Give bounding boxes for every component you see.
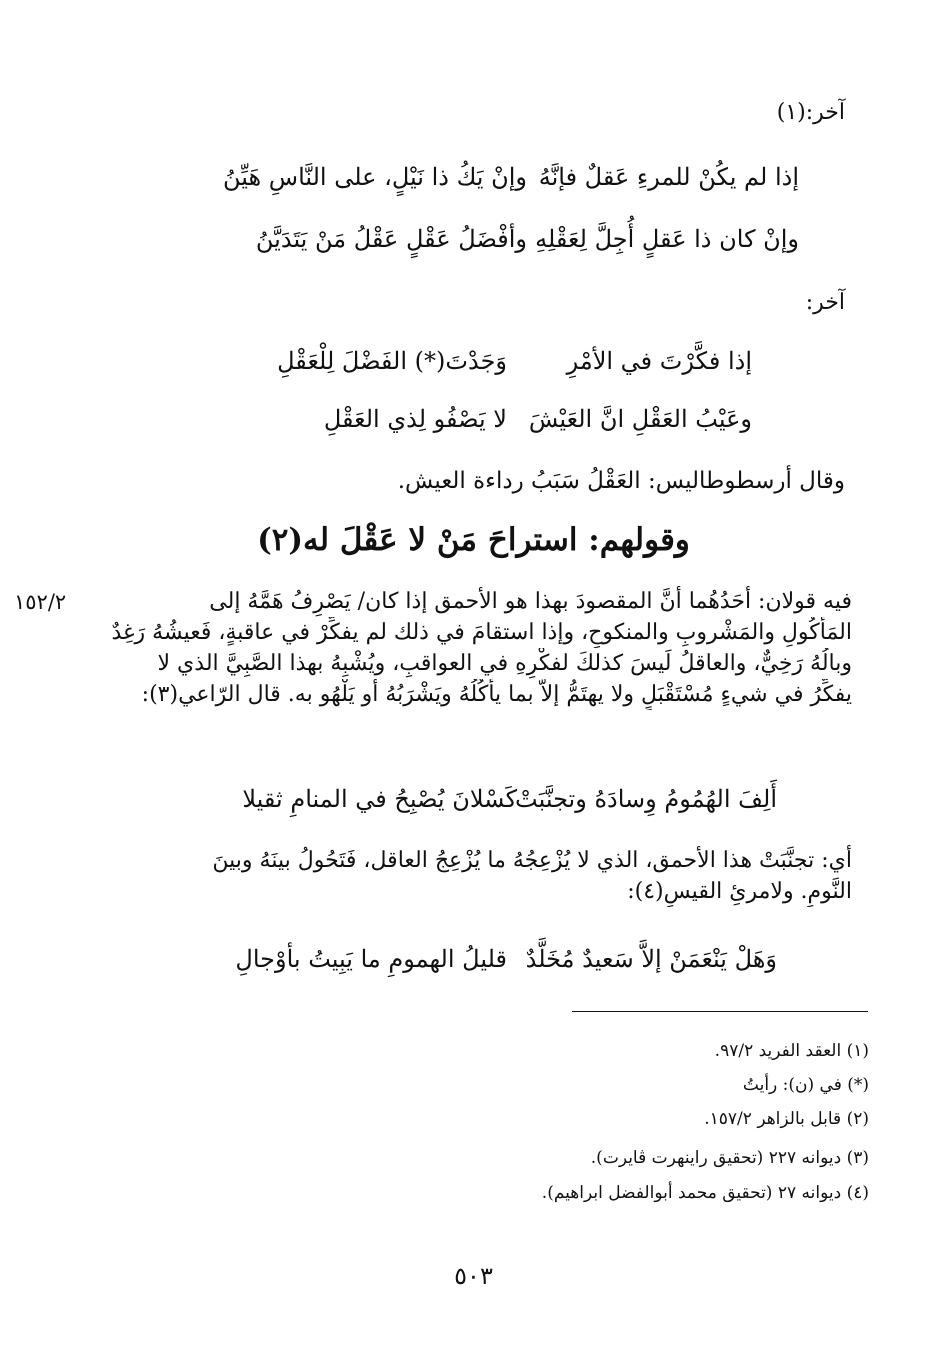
footnote: (٢) قابل بالزاهر ١٥٧/٢.: [704, 1109, 869, 1129]
page-number: ٥٠٣: [454, 1262, 493, 1290]
poem2-line1-first-hemistich: إذا فكَّرْتَ في الأمْرِ: [566, 347, 752, 375]
poem2-line1-second-hemistich: وَجَدْتَ(*) الفَضْلَ لِلْعَقْلِ: [277, 347, 507, 375]
footnote: (١) العقد الفريد ٩٧/٢.: [714, 1041, 869, 1061]
paragraph-line: وبالُهُ رَخِيٌّ، والعاقلُ لَيسَ كذلكَ لفكْرِهِ في العواقبِ، ويُشْبِهُ بهذا الصَّبِيَّ الذي لا: [157, 651, 852, 676]
poem1-line2-second-hemistich: وأفْضَلُ عَقْلٍ عَقْلُ مَنْ يَتَدَيَّنُ: [255, 225, 527, 253]
poem1-line1-first-hemistich: إذا لم يكُنْ للمرءِ عَقلٌ فإنَّهُ: [538, 163, 799, 191]
poem2-line2-first-hemistich: وعَيْبُ العَقْلِ انَّ العَيْشَ: [528, 405, 752, 433]
poem3-second-hemistich: كَسْلانَ يُصْبِحُ في المنامِ ثقيلا: [242, 785, 517, 813]
paragraph-line: فيه قولان: أحَدُهُما أنَّ المقصودَ بهذا هو الأحمق إذا كان/ يَصْرِفُ هَمَّهُ إلى: [209, 589, 852, 614]
verse-intro-label: آخر:: [805, 290, 845, 315]
poem1-line1-second-hemistich: وإنْ يَكُ ذا نَيْلٍ، على النَّاسِ هَيِّنُ: [222, 163, 527, 191]
paragraph-line: أي: تجنَّبَتْ هذا الأحمق، الذي لا يُزْعِجُهُ ما يُزْعِجُ العاقل، فَتَحُولُ بينَهُ وبينَ: [212, 848, 852, 873]
aristotle-quote: وقال أرسطوطاليس: العَقْلُ سَبَبُ رداءة العيش.: [397, 468, 845, 494]
poem4-first-hemistich: وَهَلْ يَنْعَمَنْ إلاَّ سَعيدٌ مُخَلَّدٌ: [525, 945, 777, 973]
footnote-divider: [572, 1011, 868, 1012]
footnote: (٤) ديوانه ٢٧ (تحقيق محمد أبوالفضل ابراهيم).: [541, 1183, 869, 1203]
section-title: وقولهم: استراحَ مَنْ لا عَقْلَ له(٢): [257, 522, 690, 558]
poem1-line2-first-hemistich: وإنْ كان ذا عَقلٍ أُجِلَّ لِعَقْلِهِ: [535, 225, 799, 253]
paragraph-line: يفكِّرُ في شيءٍ مُسْتَقْبَلٍ ولا يهتَمُّ إلاَّ بما يأكُلُهُ ويَشْرَبُهُ أو يَلْهُو به. قال الرّاعي(٣):: [141, 682, 852, 707]
paragraph-1: [92, 586, 852, 710]
poem3-first-hemistich: أَلِفَ الهُمُومُ وِسادَهُ وتجنَّبَتْ: [515, 785, 777, 813]
footnote: (*) في (ن): رأيتُ: [742, 1075, 869, 1095]
margin-page-reference: ١٥٢/٢: [14, 590, 67, 614]
paragraph-line: المَأكُولِ والمَشْروبِ والمنكوحِ، وإذا استقامَ في ذلك لم يفكِّرْ في عاقبةٍ، فَعيشُهُ رَغِدٌ: [111, 620, 852, 645]
verse-intro-label: آخر:(١): [776, 100, 845, 125]
poem4-second-hemistich: قليلُ الهمومِ ما يَبِيتُ بأوْجالِ: [235, 945, 507, 973]
paragraph-line: النَّومِ. ولامرئِ القيسِ(٤):: [627, 879, 852, 904]
poem2-line2-second-hemistich: لا يَصْفُو لِذي العَقْلِ: [323, 405, 507, 433]
paragraph-2: [92, 845, 852, 907]
footnote: (٣) ديوانه ٢٢٧ (تحقيق راينهرت ڤايرت).: [590, 1148, 869, 1168]
